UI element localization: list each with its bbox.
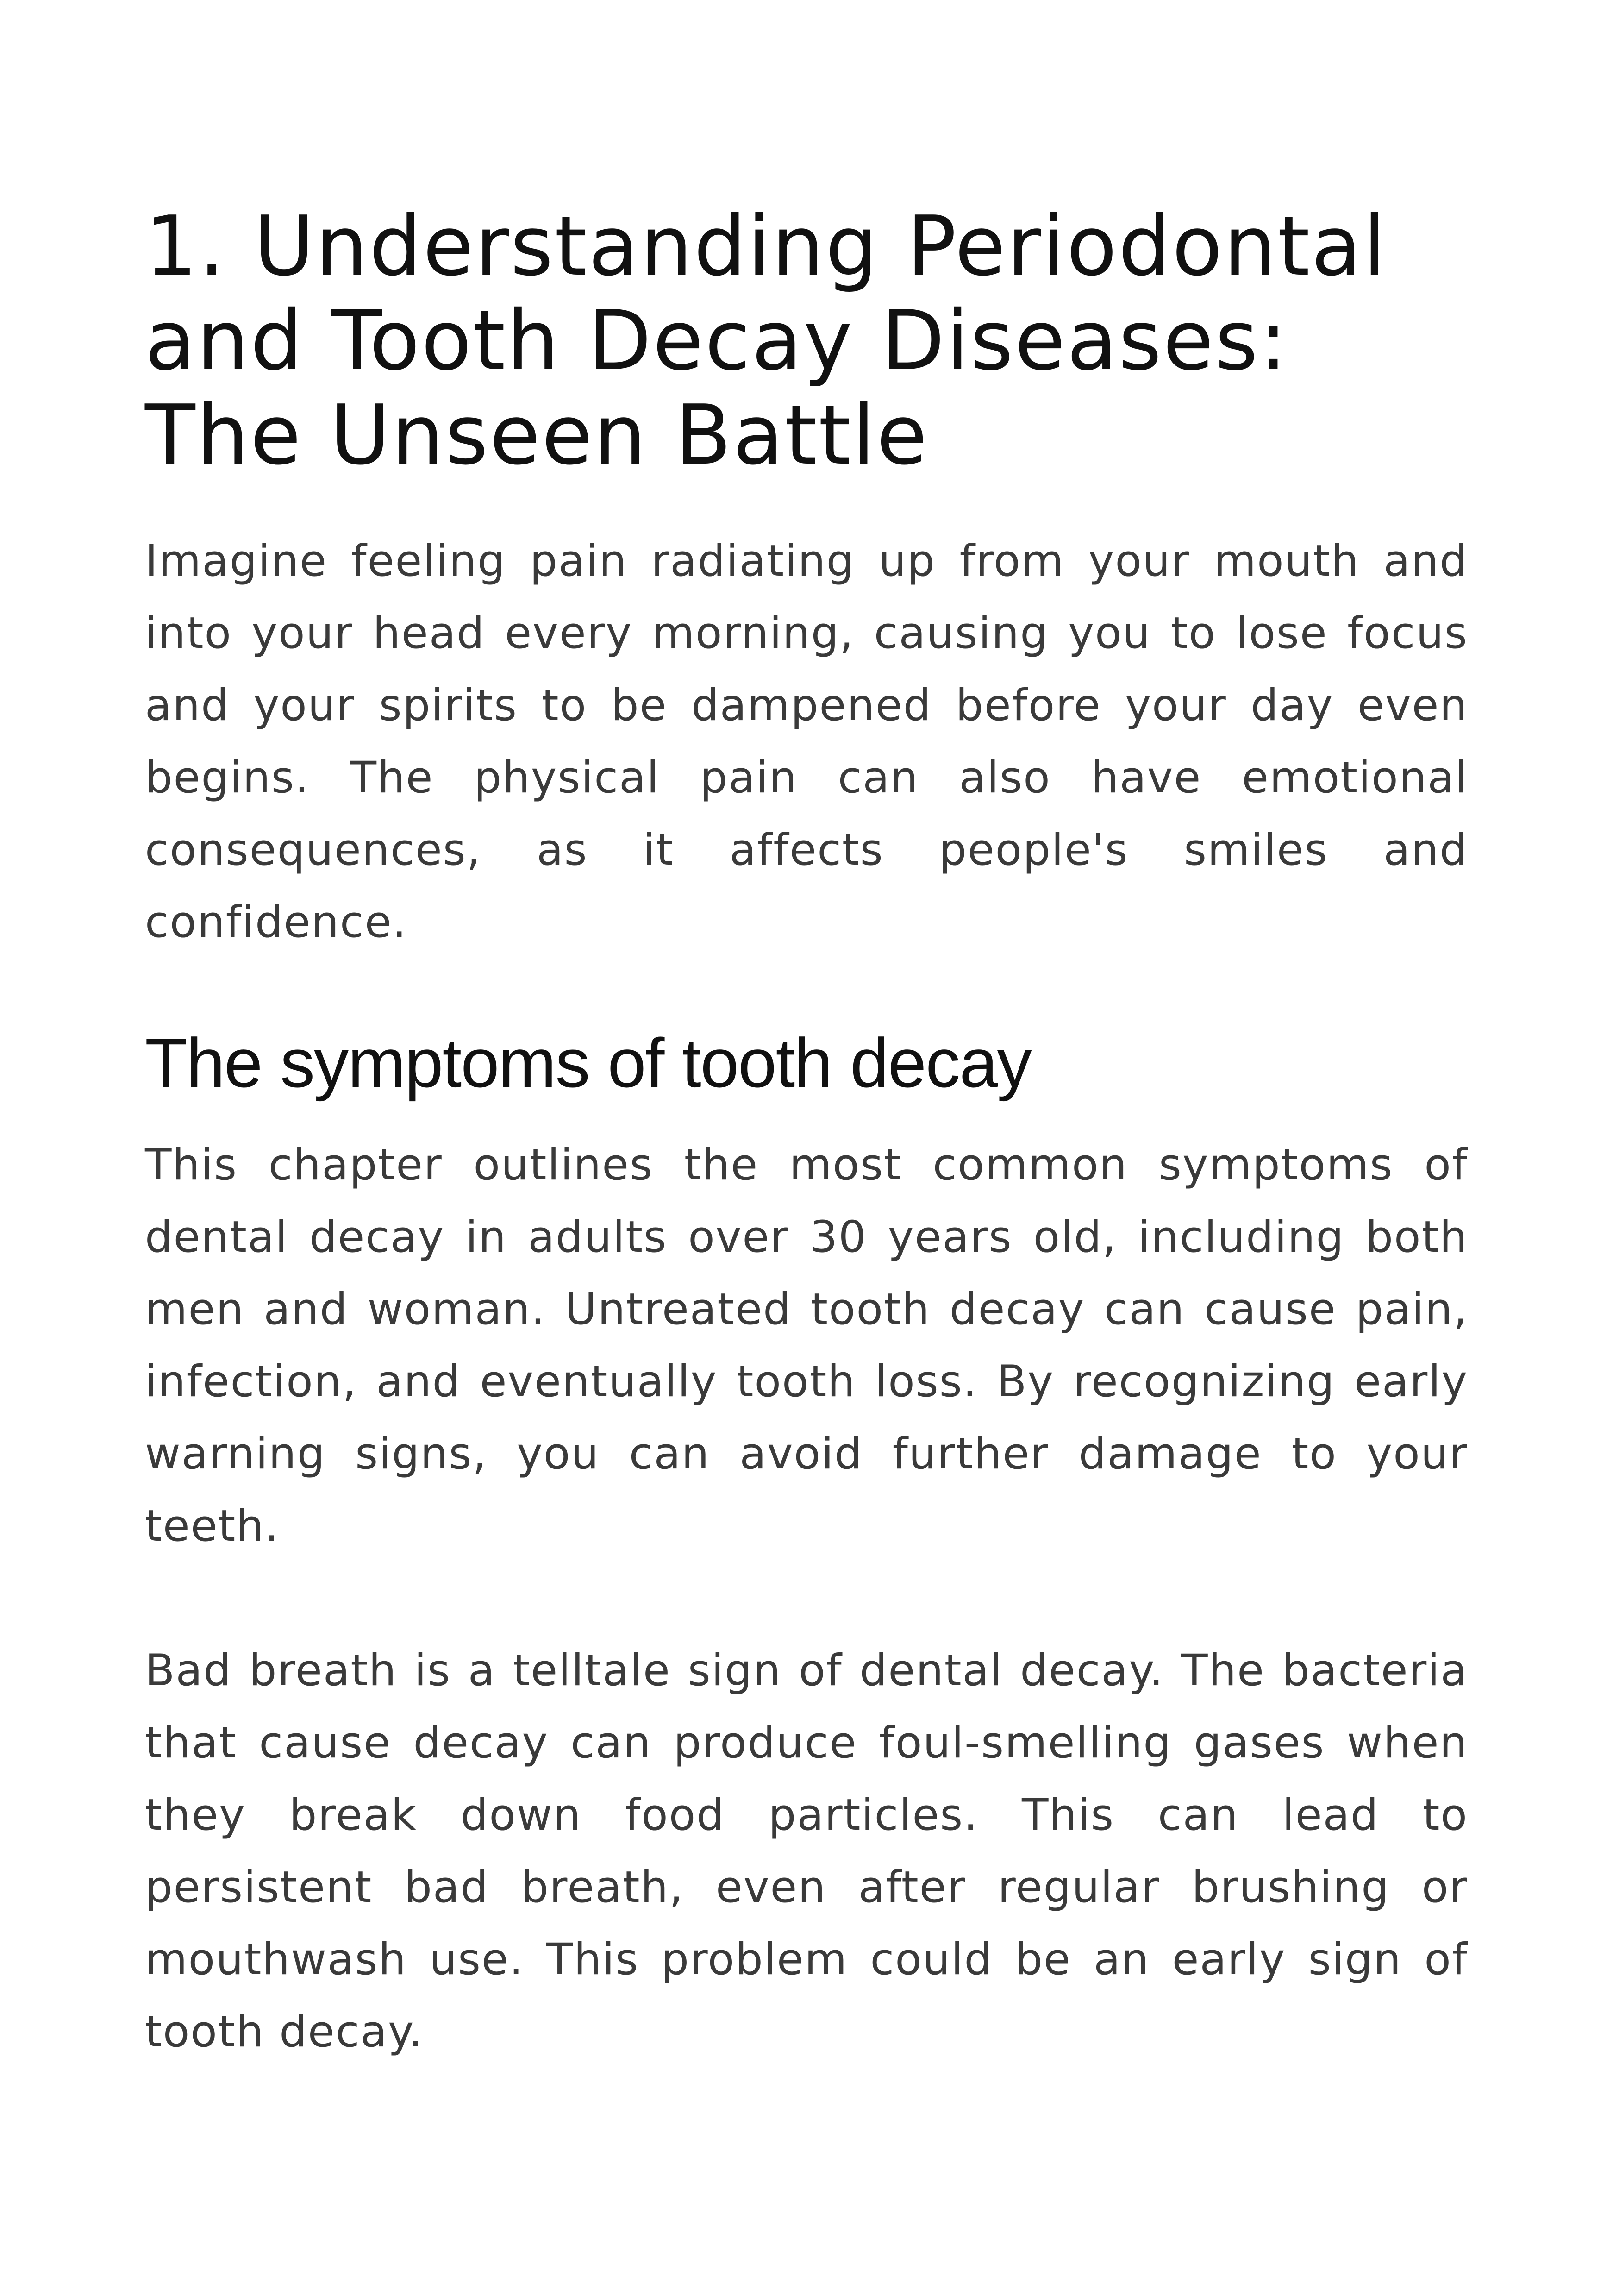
chapter-title xyxy=(145,199,1468,483)
chapter-title-line: and Tooth Decay Diseases: xyxy=(145,293,1289,389)
page-content xyxy=(145,199,1468,2068)
section-heading: The symptoms of tooth decay xyxy=(145,1024,1031,1102)
chapter-title-line: The Unseen Battle xyxy=(145,387,929,483)
chapter-title-line: 1. Understanding Periodontal xyxy=(145,198,1388,294)
section-paragraph: Bad breath is a telltale sign of dental decay. The bacteria that cause decay can produce foul-smelling gases when they break down food particles. This can lead to persistent bad breath, even after regular brushing or mouthwash use. This problem could be an early sign of tooth decay. xyxy=(145,1645,1468,2057)
intro-paragraph: Imagine feeling pain radiating up from your mouth and into your head every morning, causing you to lose focus and your spirits to be dampened before your day even begins. The physical pain can also have emotional consequences, as it affects people's smiles and confidence. xyxy=(145,536,1468,947)
section-paragraph: This chapter outlines the most common symptoms of dental decay in adults over 30 years old, including both men and woman. Untreated tooth decay can cause pain, infection, and eventually tooth loss. By recognizing early warning signs, you can avoid further damage to your teeth. xyxy=(145,1140,1468,1551)
